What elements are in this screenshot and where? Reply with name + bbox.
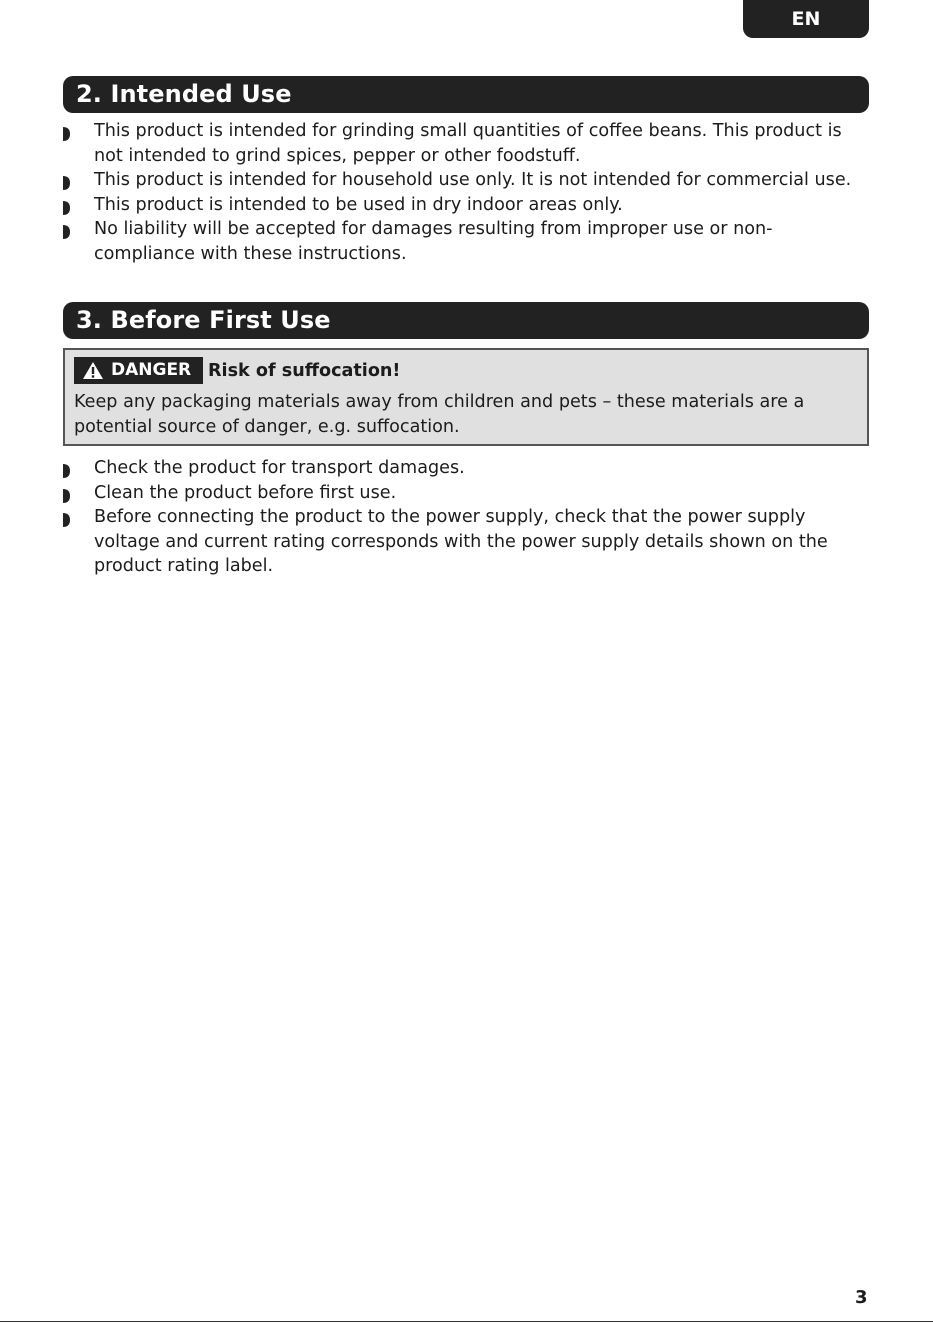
list-item [63,456,869,481]
list-item-text: Clean the product before first use. [94,482,397,503]
bullet-icon [63,201,70,215]
language-tab: EN [743,0,869,38]
list-item-text: This product is intended for grinding small quantities of coffee beans. This product is not intended to grind spices, pepper or other foodstuff. [94,121,842,166]
intended-use-list [63,119,869,266]
danger-title: Risk of suffocation! [208,361,401,381]
before-first-use-list [63,456,869,579]
list-item [63,217,869,266]
bullet-icon [63,176,70,190]
bullet-icon [63,489,70,503]
list-item [63,193,869,218]
page-number: 3 [855,1287,868,1308]
list-item-text: No liability will be accepted for damages resulting from improper use or non-compliance with these instructions. [94,219,773,264]
section-heading-intended-use: 2. Intended Use [63,76,869,113]
bottom-divider [0,1321,933,1322]
list-item [63,119,869,168]
danger-badge-label: DANGER [111,360,192,380]
bullet-icon [63,513,70,527]
warning-triangle-icon [82,361,104,380]
list-item-text: Before connecting the product to the power supply, check that the power supply voltage and current rating corresponds with the power supply details shown on the product rating label. [94,507,828,576]
danger-text: Keep any packaging materials away from children and pets – these materials are a potential source of danger, e.g. suffocation. [74,392,805,437]
section-heading-before-first-use: 3. Before First Use [63,302,869,339]
list-item [63,481,869,506]
list-item-text: This product is intended to be used in dry indoor areas only. [94,194,623,215]
bullet-icon [63,225,70,239]
bullet-icon [63,127,70,141]
list-item [63,505,869,579]
list-item [63,168,869,193]
danger-warning-box [63,348,869,446]
danger-badge [74,357,203,384]
bullet-icon [63,464,70,478]
list-item-text: This product is intended for household use only. It is not intended for commercial use. [94,170,852,190]
list-item-text: Check the product for transport damages. [94,458,465,478]
